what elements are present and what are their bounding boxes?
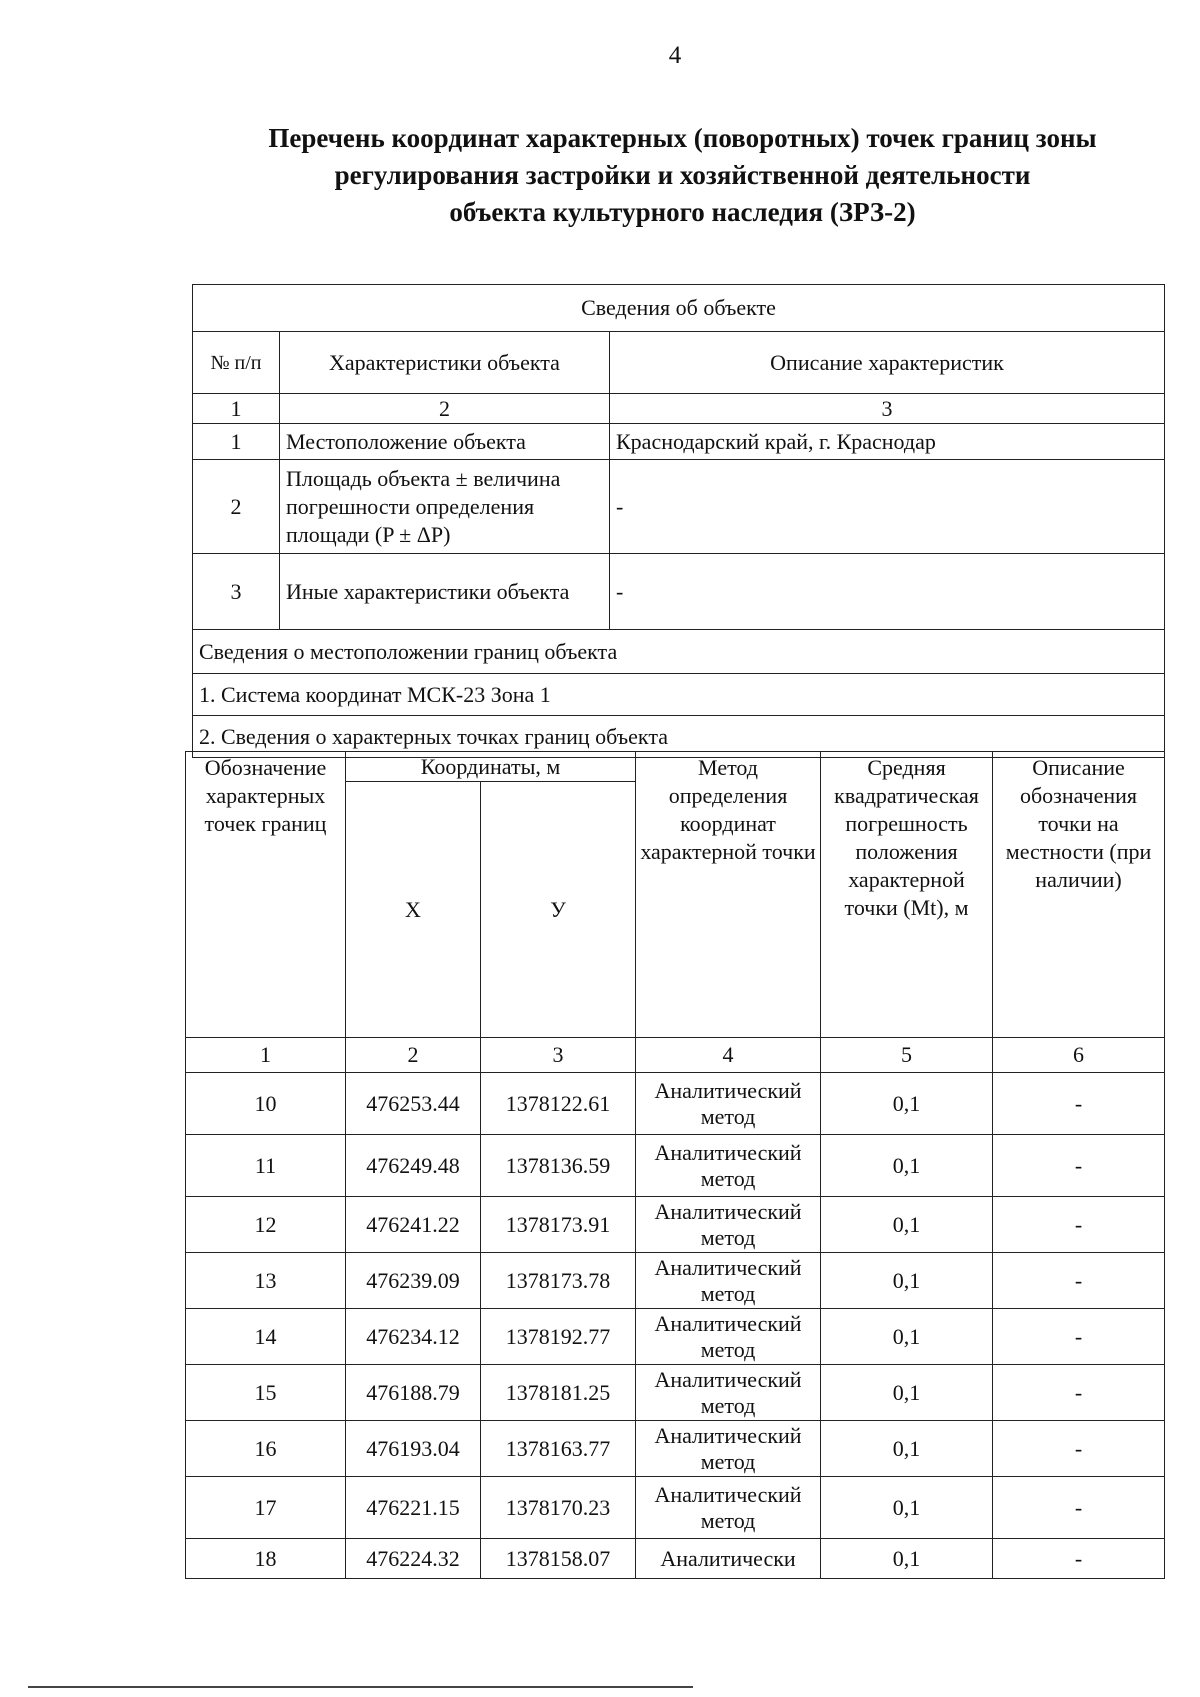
y-coordinate: 1378163.77 (481, 1421, 636, 1477)
col-number: 5 (821, 1038, 993, 1073)
accuracy: 0,1 (821, 1073, 993, 1135)
method: Аналитический метод (636, 1477, 821, 1539)
x-coordinate: 476241.22 (346, 1197, 481, 1253)
page-number: 4 (668, 42, 682, 69)
row-name: Иные характеристики объекта (280, 554, 610, 630)
col-number: 1 (193, 394, 280, 424)
header-characteristics: Характеристики объекта (280, 332, 610, 394)
accuracy: 0,1 (821, 1477, 993, 1539)
header-point-description: Описание обозначения точки на местности (при наличии) (993, 752, 1165, 1038)
method: Аналитический метод (636, 1197, 821, 1253)
header-coordinates: Координаты, м (346, 752, 636, 782)
y-coordinate: 1378122.61 (481, 1073, 636, 1135)
y-coordinate: 1378173.91 (481, 1197, 636, 1253)
point-id: 11 (186, 1135, 346, 1197)
accuracy: 0,1 (821, 1253, 993, 1309)
object-info-table (192, 284, 1165, 758)
method: Аналитический метод (636, 1421, 821, 1477)
boundary-caption: Сведения о местоположении границ объекта (193, 630, 1165, 674)
col-number: 2 (280, 394, 610, 424)
point-description: - (993, 1135, 1165, 1197)
accuracy: 0,1 (821, 1421, 993, 1477)
y-coordinate: 1378181.25 (481, 1365, 636, 1421)
points-table (185, 751, 1165, 1579)
point-id: 10 (186, 1073, 346, 1135)
x-coordinate: 476193.04 (346, 1421, 481, 1477)
title-line-3: объекта культурного наследия (ЗРЗ-2) (449, 197, 916, 227)
y-coordinate: 1378173.78 (481, 1253, 636, 1309)
title-line-1: Перечень координат характерных (поворотных) точек границ зоны (268, 123, 1097, 153)
accuracy: 0,1 (821, 1135, 993, 1197)
point-description: - (993, 1365, 1165, 1421)
x-coordinate: 476239.09 (346, 1253, 481, 1309)
coordinate-system: 1. Система координат МСК-23 Зона 1 (193, 674, 1165, 716)
row-name: Местоположение объекта (280, 424, 610, 460)
point-description: - (993, 1539, 1165, 1579)
table-row (186, 1309, 1165, 1365)
accuracy: 0,1 (821, 1365, 993, 1421)
row-name: Площадь объекта ± величина погрешности определения площади (P ± ΔP) (280, 460, 610, 554)
row-num: 2 (193, 460, 280, 554)
point-description: - (993, 1421, 1165, 1477)
title-line-2: регулирования застройки и хозяйственной деятельности (334, 160, 1031, 190)
table-row (193, 424, 1165, 460)
point-id: 16 (186, 1421, 346, 1477)
header-designation: Обозначение характерных точек границ (186, 752, 346, 1038)
table-row (186, 1365, 1165, 1421)
header-y: У (481, 782, 636, 1038)
y-coordinate: 1378192.77 (481, 1309, 636, 1365)
table-row (186, 1477, 1165, 1539)
point-id: 12 (186, 1197, 346, 1253)
method: Аналитически (636, 1539, 821, 1579)
point-description: - (993, 1477, 1165, 1539)
accuracy: 0,1 (821, 1539, 993, 1579)
table-row (186, 1253, 1165, 1309)
x-coordinate: 476188.79 (346, 1365, 481, 1421)
x-coordinate: 476253.44 (346, 1073, 481, 1135)
object-info-caption: Сведения об объекте (193, 285, 1165, 332)
header-method: Метод определения координат характерной точки (636, 752, 821, 1038)
accuracy: 0,1 (821, 1309, 993, 1365)
point-description: - (993, 1073, 1165, 1135)
point-id: 17 (186, 1477, 346, 1539)
x-coordinate: 476234.12 (346, 1309, 481, 1365)
row-value: Краснодарский край, г. Краснодар (610, 424, 1165, 460)
point-id: 15 (186, 1365, 346, 1421)
table-row (186, 1421, 1165, 1477)
method: Аналитический метод (636, 1365, 821, 1421)
point-description: - (993, 1309, 1165, 1365)
points-caption: 2. Сведения о характерных точках границ объекта (193, 716, 1165, 758)
y-coordinate: 1378158.07 (481, 1539, 636, 1579)
col-number: 2 (346, 1038, 481, 1073)
row-num: 3 (193, 554, 280, 630)
point-description: - (993, 1253, 1165, 1309)
col-number: 4 (636, 1038, 821, 1073)
row-value: - (610, 460, 1165, 554)
table-row (193, 554, 1165, 630)
col-number: 3 (610, 394, 1165, 424)
method: Аналитический метод (636, 1309, 821, 1365)
table-row (186, 1197, 1165, 1253)
point-description: - (993, 1197, 1165, 1253)
method: Аналитический метод (636, 1253, 821, 1309)
x-coordinate: 476221.15 (346, 1477, 481, 1539)
bottom-rule (28, 1686, 693, 1688)
row-value: - (610, 554, 1165, 630)
point-id: 18 (186, 1539, 346, 1579)
header-num: № п/п (193, 332, 280, 394)
x-coordinate: 476224.32 (346, 1539, 481, 1579)
document-title (200, 120, 1165, 231)
y-coordinate: 1378170.23 (481, 1477, 636, 1539)
header-description: Описание характеристик (610, 332, 1165, 394)
point-id: 14 (186, 1309, 346, 1365)
table-row (186, 1135, 1165, 1197)
point-id: 13 (186, 1253, 346, 1309)
y-coordinate: 1378136.59 (481, 1135, 636, 1197)
col-number: 3 (481, 1038, 636, 1073)
x-coordinate: 476249.48 (346, 1135, 481, 1197)
table-row (193, 460, 1165, 554)
col-number: 1 (186, 1038, 346, 1073)
row-num: 1 (193, 424, 280, 460)
table-row (186, 1539, 1165, 1579)
method: Аналитический метод (636, 1135, 821, 1197)
table-row (186, 1073, 1165, 1135)
header-accuracy: Средняя квадратическая погрешность положения характерной точки (Mt), м (821, 752, 993, 1038)
header-x: X (346, 782, 481, 1038)
accuracy: 0,1 (821, 1197, 993, 1253)
method: Аналитический метод (636, 1073, 821, 1135)
col-number: 6 (993, 1038, 1165, 1073)
